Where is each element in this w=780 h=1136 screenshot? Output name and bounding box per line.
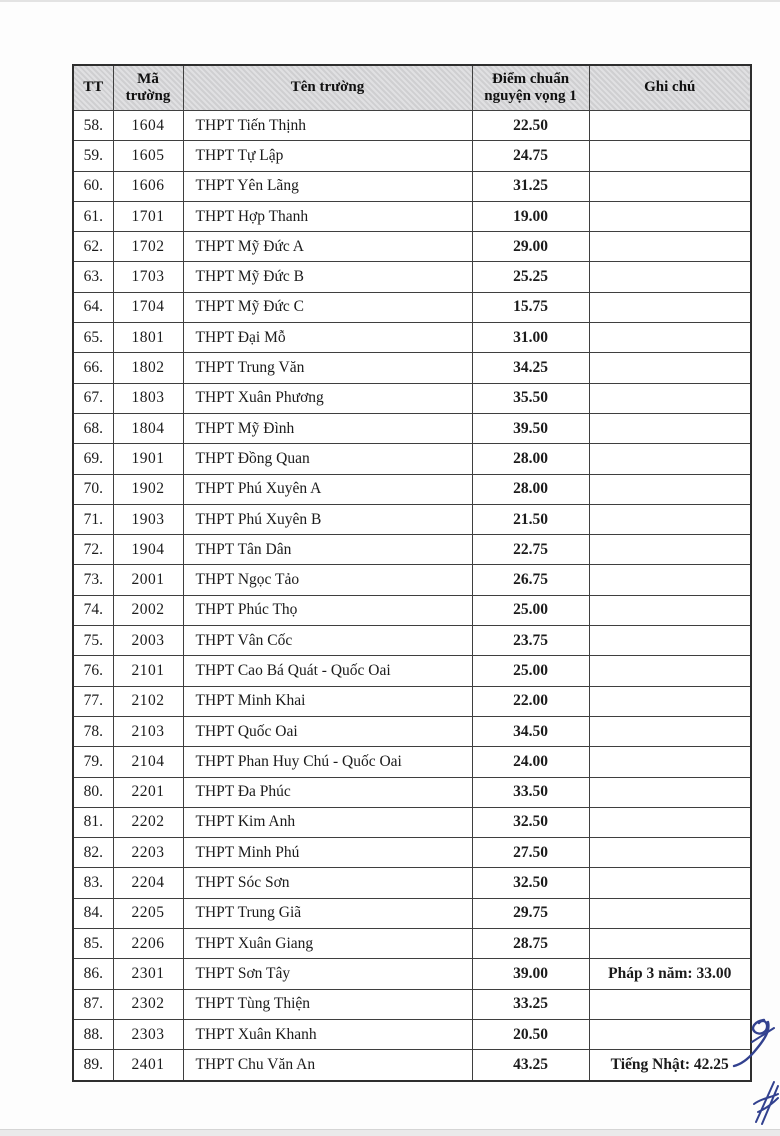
cell-tt: 67. <box>73 383 113 413</box>
cell-code: 1902 <box>113 474 183 504</box>
cell-note <box>589 535 751 565</box>
cell-score: 26.75 <box>472 565 589 595</box>
cell-name: THPT Yên Lãng <box>183 171 472 201</box>
cell-tt: 72. <box>73 535 113 565</box>
cell-code: 1803 <box>113 383 183 413</box>
table-header <box>73 65 751 111</box>
cell-note <box>589 565 751 595</box>
table-row <box>73 171 751 201</box>
cell-code: 1703 <box>113 262 183 292</box>
cell-code: 1605 <box>113 141 183 171</box>
cell-name: THPT Phú Xuyên B <box>183 504 472 534</box>
cell-name: THPT Cao Bá Quát - Quốc Oai <box>183 656 472 686</box>
cell-note <box>589 595 751 625</box>
cell-name: THPT Xuân Phương <box>183 383 472 413</box>
cell-name: THPT Đại Mỗ <box>183 323 472 353</box>
header-note: Ghi chú <box>589 65 751 111</box>
cell-code: 2102 <box>113 686 183 716</box>
cell-name: THPT Hợp Thanh <box>183 201 472 231</box>
cell-note <box>589 111 751 141</box>
cell-score: 29.00 <box>472 232 589 262</box>
cell-name: THPT Phúc Thọ <box>183 595 472 625</box>
cell-name: THPT Xuân Khanh <box>183 1019 472 1049</box>
cell-name: THPT Mỹ Đức B <box>183 262 472 292</box>
cell-note <box>589 141 751 171</box>
cell-tt: 83. <box>73 868 113 898</box>
cell-score: 35.50 <box>472 383 589 413</box>
cell-score: 28.00 <box>472 444 589 474</box>
cell-tt: 66. <box>73 353 113 383</box>
cell-score: 32.50 <box>472 807 589 837</box>
table-row <box>73 323 751 353</box>
cell-note <box>589 201 751 231</box>
cell-code: 1604 <box>113 111 183 141</box>
cell-tt: 60. <box>73 171 113 201</box>
cell-tt: 76. <box>73 656 113 686</box>
cell-note <box>589 262 751 292</box>
table-row <box>73 868 751 898</box>
table-row <box>73 413 751 443</box>
cell-score: 39.50 <box>472 413 589 443</box>
cell-note <box>589 747 751 777</box>
cell-note <box>589 807 751 837</box>
table-row <box>73 111 751 141</box>
table-row <box>73 474 751 504</box>
table-body <box>73 111 751 1081</box>
cell-name: THPT Tân Dân <box>183 535 472 565</box>
cell-code: 1704 <box>113 292 183 322</box>
cell-note <box>589 716 751 746</box>
cell-note <box>589 504 751 534</box>
cell-name: THPT Xuân Giang <box>183 929 472 959</box>
cell-note <box>589 1019 751 1049</box>
cell-tt: 63. <box>73 262 113 292</box>
cell-note <box>589 444 751 474</box>
cell-code: 2204 <box>113 868 183 898</box>
cell-name: THPT Vân Cốc <box>183 626 472 656</box>
table-row <box>73 807 751 837</box>
cell-tt: 69. <box>73 444 113 474</box>
cell-score: 20.50 <box>472 1019 589 1049</box>
cell-name: THPT Phan Huy Chú - Quốc Oai <box>183 747 472 777</box>
cell-score: 43.25 <box>472 1050 589 1081</box>
cell-name: THPT Đồng Quan <box>183 444 472 474</box>
cell-code: 1606 <box>113 171 183 201</box>
cell-score: 25.00 <box>472 595 589 625</box>
table-row <box>73 626 751 656</box>
header-code: Mã trường <box>113 65 183 111</box>
cell-score: 33.25 <box>472 989 589 1019</box>
cell-score: 21.50 <box>472 504 589 534</box>
cell-code: 2203 <box>113 838 183 868</box>
cell-tt: 74. <box>73 595 113 625</box>
cell-score: 27.50 <box>472 838 589 868</box>
cell-score: 23.75 <box>472 626 589 656</box>
cell-name: THPT Minh Phú <box>183 838 472 868</box>
cell-note <box>589 868 751 898</box>
cell-score: 33.50 <box>472 777 589 807</box>
cell-score: 22.50 <box>472 111 589 141</box>
handwritten-scribble-pen-mark <box>748 1078 780 1128</box>
cell-tt: 65. <box>73 323 113 353</box>
cell-note <box>589 474 751 504</box>
cell-tt: 78. <box>73 716 113 746</box>
cell-name: THPT Mỹ Đình <box>183 413 472 443</box>
cell-note <box>589 292 751 322</box>
cell-tt: 85. <box>73 929 113 959</box>
table-row <box>73 262 751 292</box>
cell-score: 19.00 <box>472 201 589 231</box>
cell-score: 15.75 <box>472 292 589 322</box>
cell-note <box>589 232 751 262</box>
cell-score: 31.25 <box>472 171 589 201</box>
cell-code: 2205 <box>113 898 183 928</box>
table-row <box>73 565 751 595</box>
cell-note <box>589 777 751 807</box>
cell-code: 2001 <box>113 565 183 595</box>
table-row <box>73 595 751 625</box>
cell-code: 2103 <box>113 716 183 746</box>
cell-note <box>589 686 751 716</box>
table-row <box>73 1050 751 1081</box>
cell-note: Tiếng Nhật: 42.25 <box>589 1050 751 1081</box>
cell-name: THPT Tùng Thiện <box>183 989 472 1019</box>
cell-tt: 88. <box>73 1019 113 1049</box>
cell-note <box>589 838 751 868</box>
cell-code: 1802 <box>113 353 183 383</box>
cell-tt: 86. <box>73 959 113 989</box>
cell-name: THPT Mỹ Đức C <box>183 292 472 322</box>
cell-name: THPT Ngọc Tảo <box>183 565 472 595</box>
cell-name: THPT Minh Khai <box>183 686 472 716</box>
cell-note <box>589 989 751 1019</box>
cell-name: THPT Trung Giã <box>183 898 472 928</box>
page-edge-bottom <box>0 1129 780 1136</box>
cell-tt: 77. <box>73 686 113 716</box>
cell-name: THPT Sơn Tây <box>183 959 472 989</box>
cell-name: THPT Tiến Thịnh <box>183 111 472 141</box>
cell-code: 2206 <box>113 929 183 959</box>
cell-score: 29.75 <box>472 898 589 928</box>
table-row <box>73 959 751 989</box>
header-name: Tên trường <box>183 65 472 111</box>
table-row <box>73 747 751 777</box>
cell-code: 2002 <box>113 595 183 625</box>
table-row <box>73 898 751 928</box>
cell-code: 2301 <box>113 959 183 989</box>
cell-name: THPT Mỹ Đức A <box>183 232 472 262</box>
table-row <box>73 504 751 534</box>
cell-name: THPT Đa Phúc <box>183 777 472 807</box>
cell-note <box>589 353 751 383</box>
table-row <box>73 929 751 959</box>
cell-tt: 58. <box>73 111 113 141</box>
table-row <box>73 777 751 807</box>
table-row <box>73 201 751 231</box>
table-row <box>73 383 751 413</box>
cell-code: 1904 <box>113 535 183 565</box>
table-row <box>73 1019 751 1049</box>
admission-score-table <box>72 64 752 1082</box>
cell-tt: 87. <box>73 989 113 1019</box>
cell-tt: 70. <box>73 474 113 504</box>
cell-code: 2201 <box>113 777 183 807</box>
cell-name: THPT Kim Anh <box>183 807 472 837</box>
cell-note <box>589 929 751 959</box>
cell-note <box>589 323 751 353</box>
cell-code: 2303 <box>113 1019 183 1049</box>
cell-score: 24.75 <box>472 141 589 171</box>
cell-code: 2302 <box>113 989 183 1019</box>
cell-code: 1901 <box>113 444 183 474</box>
cell-name: THPT Trung Văn <box>183 353 472 383</box>
header-tt: TT <box>73 65 113 111</box>
cell-tt: 59. <box>73 141 113 171</box>
cell-name: THPT Phú Xuyên A <box>183 474 472 504</box>
table-row <box>73 444 751 474</box>
cell-tt: 62. <box>73 232 113 262</box>
cell-score: 25.00 <box>472 656 589 686</box>
cell-score: 28.75 <box>472 929 589 959</box>
cell-code: 2104 <box>113 747 183 777</box>
cell-code: 1801 <box>113 323 183 353</box>
cell-note <box>589 413 751 443</box>
table-row <box>73 656 751 686</box>
cell-name: THPT Tự Lập <box>183 141 472 171</box>
cell-tt: 89. <box>73 1050 113 1081</box>
table-row <box>73 232 751 262</box>
cell-note <box>589 383 751 413</box>
cell-name: THPT Sóc Sơn <box>183 868 472 898</box>
cell-code: 1701 <box>113 201 183 231</box>
table-row <box>73 989 751 1019</box>
cell-tt: 64. <box>73 292 113 322</box>
cell-score: 31.00 <box>472 323 589 353</box>
cell-code: 1903 <box>113 504 183 534</box>
table-row <box>73 838 751 868</box>
cell-tt: 68. <box>73 413 113 443</box>
table-row <box>73 292 751 322</box>
cell-score: 25.25 <box>472 262 589 292</box>
cell-code: 2401 <box>113 1050 183 1081</box>
cell-tt: 79. <box>73 747 113 777</box>
cell-tt: 75. <box>73 626 113 656</box>
cell-score: 22.75 <box>472 535 589 565</box>
cell-tt: 73. <box>73 565 113 595</box>
cell-score: 24.00 <box>472 747 589 777</box>
cell-score: 28.00 <box>472 474 589 504</box>
cell-tt: 71. <box>73 504 113 534</box>
cell-tt: 82. <box>73 838 113 868</box>
cell-name: THPT Chu Văn An <box>183 1050 472 1081</box>
table-row <box>73 353 751 383</box>
cell-tt: 61. <box>73 201 113 231</box>
cell-note <box>589 171 751 201</box>
cell-tt: 80. <box>73 777 113 807</box>
cell-name: THPT Quốc Oai <box>183 716 472 746</box>
cell-tt: 81. <box>73 807 113 837</box>
cell-score: 34.25 <box>472 353 589 383</box>
table-row <box>73 686 751 716</box>
cell-code: 2003 <box>113 626 183 656</box>
cell-score: 34.50 <box>472 716 589 746</box>
cell-note <box>589 656 751 686</box>
header-row <box>73 65 751 111</box>
table-row <box>73 716 751 746</box>
cell-code: 1804 <box>113 413 183 443</box>
cell-code: 2202 <box>113 807 183 837</box>
table-row <box>73 141 751 171</box>
table-row <box>73 535 751 565</box>
cell-code: 1702 <box>113 232 183 262</box>
page-edge-top <box>0 0 780 2</box>
cell-code: 2101 <box>113 656 183 686</box>
cell-note: Pháp 3 năm: 33.00 <box>589 959 751 989</box>
header-score: Điểm chuẩn nguyện vọng 1 <box>472 65 589 111</box>
cell-score: 22.00 <box>472 686 589 716</box>
cell-note <box>589 626 751 656</box>
cell-score: 39.00 <box>472 959 589 989</box>
cell-score: 32.50 <box>472 868 589 898</box>
cell-note <box>589 898 751 928</box>
cell-tt: 84. <box>73 898 113 928</box>
